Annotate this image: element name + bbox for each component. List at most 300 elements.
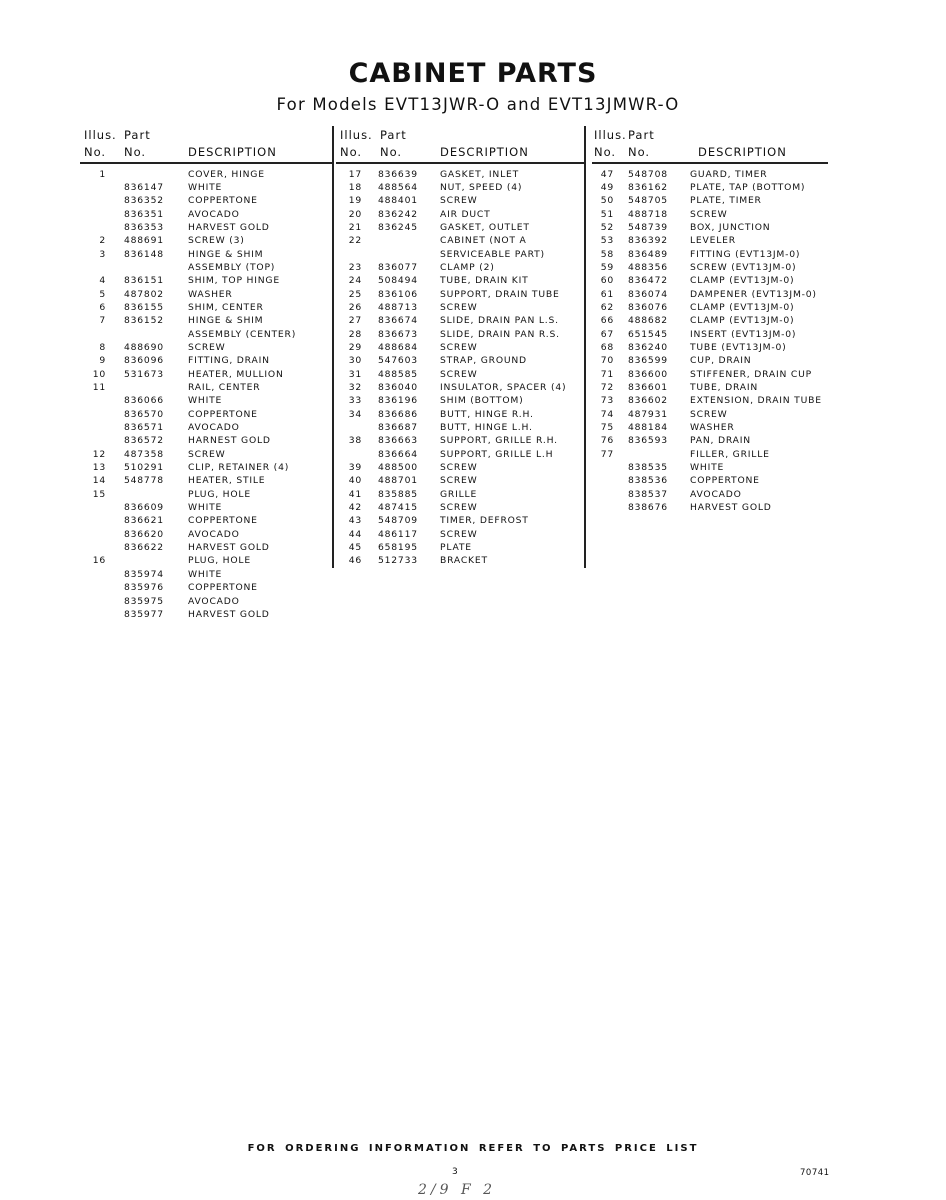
illus-number: 34 [348,408,362,420]
part-number: 836687 [378,422,418,434]
column-header [592,128,828,162]
part-description: COVER, HINGE [188,168,265,180]
part-row [80,595,332,608]
part-description: WHITE [188,181,223,193]
part-number: 835885 [378,488,418,500]
part-row [336,314,584,327]
part-description: AVOCADO [188,422,240,434]
part-description: AIR DUCT [440,208,491,220]
part-no-header: No. [628,145,651,159]
part-number: 836076 [628,301,668,313]
part-number: 836664 [378,448,418,460]
part-description: AVOCADO [690,488,742,500]
part-number: 508494 [378,275,418,287]
illus-number: 53 [600,235,614,247]
part-number: 836639 [378,168,418,180]
part-description: COPPERTONE [690,475,760,487]
illus-number: 58 [600,248,614,260]
part-row [80,394,332,407]
part-number: 548739 [628,221,668,233]
part-row [592,274,828,287]
part-no-header: No. [124,145,147,159]
part-description: SHIM (BOTTOM) [440,395,524,407]
part-number: 836196 [378,395,418,407]
part-description: NUT, SPEED (4) [440,181,523,193]
column-header [336,128,584,162]
part-number: 836353 [124,221,164,233]
illus-no-header: No. [594,145,617,159]
part-description: DAMPENER (EVT13JM-0) [690,288,817,300]
illus-number: 33 [348,395,362,407]
part-row [592,168,828,181]
part-row [336,181,584,194]
illus-number: 8 [99,341,106,353]
part-row [80,381,332,394]
part-row [80,261,332,274]
part-row [80,421,332,434]
part-description: STIFFENER, DRAIN CUP [690,368,812,380]
part-row [336,501,584,514]
part-number: 838676 [628,502,668,514]
part-description: STRAP, GROUND [440,355,527,367]
illus-number: 50 [600,195,614,207]
part-number: 836096 [124,355,164,367]
illus-number: 22 [348,235,362,247]
part-description: SCREW (EVT13JM-0) [690,261,797,273]
illus-number: 5 [99,288,106,300]
part-row [80,608,332,621]
part-number: 486117 [378,528,418,540]
part-row [80,408,332,421]
illus-number: 52 [600,221,614,233]
illus-number: 62 [600,301,614,313]
part-number: 547603 [378,355,418,367]
description-header: DESCRIPTION [698,145,787,159]
part-number: 836352 [124,195,164,207]
part-row [80,541,332,554]
illus-number: 74 [600,408,614,420]
column-header [80,128,332,162]
part-description: FITTING, DRAIN [188,355,270,367]
part-description: CLAMP (2) [440,261,495,273]
part-row [592,181,828,194]
part-number: 488401 [378,195,418,207]
part-description: HEATER, STILE [188,475,266,487]
part-description: AVOCADO [188,595,240,607]
part-row [336,274,584,287]
part-description: TUBE, DRAIN [690,382,759,393]
part-description: TUBE (EVT13JM-0) [690,341,787,353]
part-number: 836609 [124,502,164,514]
illus-number: 12 [92,448,106,460]
illus-number: 7 [99,315,106,327]
illus-number: 16 [92,555,106,567]
part-description: FITTING (EVT13JM-0) [690,248,801,260]
part-number: 836593 [628,435,668,447]
part-number: 836106 [378,288,418,300]
part-row [80,368,332,381]
illus-number: 76 [600,435,614,447]
part-row [336,341,584,354]
illus-no-header: No. [84,145,107,159]
illus-number: 72 [600,382,614,393]
illus-number: 32 [348,382,362,393]
part-row [592,354,828,367]
part-number: 488713 [378,301,418,313]
part-row [80,474,332,487]
illus-number: 60 [600,275,614,287]
illus-number: 3 [99,248,106,260]
part-row [336,288,584,301]
part-number: 658195 [378,542,418,554]
part-number: 836599 [628,355,668,367]
part-number: 836673 [378,328,418,340]
part-row [80,234,332,247]
part-row [592,221,828,234]
part-description: PLATE, TIMER [690,195,762,207]
part-row [592,314,828,327]
part-description: SCREW [440,502,478,514]
part-description: RAIL, CENTER [188,382,261,393]
part-number: 838537 [628,488,668,500]
part-row [80,274,332,287]
part-row [336,261,584,274]
part-number: 488564 [378,181,418,193]
part-number: 835974 [124,568,164,580]
illus-number: 70 [600,355,614,367]
part-row [592,368,828,381]
part-description: BUTT, HINGE R.H. [440,408,534,420]
part-description: SLIDE, DRAIN PAN R.S. [440,328,560,340]
part-row [592,448,828,461]
part-description: INSULATOR, SPACER (4) [440,382,567,393]
part-description: TIMER, DEFROST [440,515,529,527]
part-description: CLAMP (EVT13JM-0) [690,315,795,327]
part-description: HEATER, MULLION [188,368,284,380]
parts-list [592,168,828,515]
part-description: WASHER [188,288,233,300]
part-number: 487415 [378,502,418,514]
part-description: COPPERTONE [188,195,258,207]
part-number: 488690 [124,341,164,353]
part-description: HINGE & SHIM [188,248,264,260]
part-description: HARVEST GOLD [188,608,270,620]
part-description: LEVELER [690,235,736,247]
part-description: GASKET, INLET [440,168,520,180]
part-description: PLUG, HOLE [188,488,251,500]
part-row [80,528,332,541]
part-number: 836240 [628,341,668,353]
part-row [336,474,584,487]
part-description: SCREW [440,301,478,313]
part-description: COPPERTONE [188,515,258,527]
part-description: COPPERTONE [188,408,258,420]
part-number: 836686 [378,408,418,420]
illus-header: Illus. [594,128,627,142]
part-description: EXTENSION, DRAIN TUBE [690,395,822,407]
illus-number: 11 [92,382,106,393]
part-row [80,288,332,301]
part-number: 836489 [628,248,668,260]
part-number: 487802 [124,288,164,300]
part-number: 487358 [124,448,164,460]
part-number: 836570 [124,408,164,420]
illus-number: 17 [348,168,362,180]
illus-number: 28 [348,328,362,340]
part-row [592,501,828,514]
part-description: SHIM, TOP HINGE [188,275,280,287]
part-description: SCREW [188,448,226,460]
part-header: Part [380,128,407,142]
part-row [336,221,584,234]
part-number: 835976 [124,582,164,594]
part-number: 548709 [378,515,418,527]
page-subtitle: For Models EVT13JWR-O and EVT13JMWR-O [276,95,680,114]
header-rule [80,162,332,164]
part-row [80,194,332,207]
part-description: SCREW [440,195,478,207]
part-row [80,248,332,261]
part-number: 836162 [628,181,668,193]
illus-number: 4 [99,275,106,287]
part-number: 488356 [628,261,668,273]
illus-number: 15 [92,488,106,500]
part-description: ASSEMBLY (CENTER) [188,328,297,340]
part-row [592,234,828,247]
part-description: SCREW [440,528,478,540]
part-row [592,461,828,474]
part-description: PLATE [440,542,472,554]
part-description: WHITE [188,568,223,580]
part-number: 488184 [628,422,668,434]
illus-number: 38 [348,435,362,447]
illus-number: 25 [348,288,362,300]
part-row [592,394,828,407]
part-description: ASSEMBLY (TOP) [188,261,276,273]
part-number: 836040 [378,382,418,393]
document-number: 70741 [800,1168,830,1178]
part-description: HARVEST GOLD [690,502,772,514]
illus-number: 6 [99,301,106,313]
part-description: CUP, DRAIN [690,355,752,367]
part-number: 836242 [378,208,418,220]
part-number: 836074 [628,288,668,300]
part-number: 836148 [124,248,164,260]
part-description: SCREW (3) [188,235,245,247]
part-description: HARNEST GOLD [188,435,271,447]
part-row [80,434,332,447]
illus-number: 75 [600,422,614,434]
part-row [80,181,332,194]
part-description: SLIDE, DRAIN PAN L.S. [440,315,559,327]
illus-number: 14 [92,475,106,487]
part-description: SUPPORT, GRILLE L.H [440,448,554,460]
header-rule [592,162,828,164]
part-row [80,328,332,341]
illus-number: 10 [92,368,106,380]
part-number: 836571 [124,422,164,434]
part-row [336,168,584,181]
part-number: 488500 [378,462,418,474]
part-description: CLAMP (EVT13JM-0) [690,275,795,287]
illus-number: 46 [348,555,362,567]
part-number: 531673 [124,368,164,380]
illus-number: 43 [348,515,362,527]
column-divider [584,126,586,568]
part-number: 836245 [378,221,418,233]
part-description: CABINET (NOT A [440,235,527,247]
part-row [592,421,828,434]
part-row [336,301,584,314]
part-row [80,554,332,567]
part-number: 838536 [628,475,668,487]
part-description: SCREW [440,341,478,353]
part-row [592,434,828,447]
illus-number: 45 [348,542,362,554]
parts-list [336,168,584,568]
part-row [336,528,584,541]
part-number: 836155 [124,301,164,313]
illus-number: 23 [348,261,362,273]
header-rule [336,162,584,164]
part-number: 488701 [378,475,418,487]
part-description: PLATE, TAP (BOTTOM) [690,181,806,193]
illus-no-header: No. [340,145,363,159]
part-description: CLAMP (EVT13JM-0) [690,301,795,313]
part-description: WHITE [188,502,223,514]
part-row [336,434,584,447]
part-number: 548705 [628,195,668,207]
part-number: 488691 [124,235,164,247]
part-row [592,328,828,341]
part-row [336,421,584,434]
part-row [80,341,332,354]
part-description: HARVEST GOLD [188,542,270,554]
part-description: PLUG, HOLE [188,555,251,567]
illus-number: 66 [600,315,614,327]
page-number: 3 [452,1167,458,1177]
part-description: FILLER, GRILLE [690,448,770,460]
part-row [336,394,584,407]
part-description: COPPERTONE [188,582,258,594]
part-row [592,381,828,394]
part-row [80,501,332,514]
part-number: 836472 [628,275,668,287]
part-number: 548778 [124,475,164,487]
illus-number: 77 [600,448,614,460]
part-description: BOX, JUNCTION [690,221,771,233]
description-header: DESCRIPTION [440,145,529,159]
part-row [592,408,828,421]
part-row [80,514,332,527]
part-number: 488684 [378,341,418,353]
part-row [336,381,584,394]
part-row [80,208,332,221]
part-number: 836620 [124,528,164,540]
part-description: GASKET, OUTLET [440,221,530,233]
part-row [592,208,828,221]
part-number: 548708 [628,168,668,180]
part-row [336,554,584,567]
part-number: 510291 [124,462,164,474]
illus-number: 2 [99,235,106,247]
illus-number: 68 [600,341,614,353]
part-row [336,461,584,474]
part-description: BUTT, HINGE L.H. [440,422,533,434]
part-number: 836147 [124,181,164,193]
illus-number: 26 [348,301,362,313]
part-row [80,314,332,327]
part-description: AVOCADO [188,208,240,220]
illus-number: 49 [600,181,614,193]
part-number: 651545 [628,328,668,340]
part-row [592,341,828,354]
part-number: 836600 [628,368,668,380]
part-description: PAN, DRAIN [690,435,751,447]
illus-number: 39 [348,462,362,474]
part-row [80,581,332,594]
parts-column-3 [592,128,828,514]
part-row [336,234,584,247]
parts-column-1 [80,128,332,621]
part-description: SCREW [440,475,478,487]
illus-number: 27 [348,315,362,327]
part-row [592,261,828,274]
part-row [80,221,332,234]
part-description: SCREW [690,408,728,420]
part-row [336,368,584,381]
illus-number: 47 [600,168,614,180]
illus-number: 41 [348,488,362,500]
part-number: 836351 [124,208,164,220]
part-row [336,194,584,207]
illus-header: Illus. [340,128,373,142]
part-number: 836602 [628,395,668,407]
ordering-note: FOR ORDERING INFORMATION REFER TO PARTS PRICE LIST [247,1143,699,1154]
part-description: WHITE [188,395,223,407]
part-row [80,568,332,581]
part-row [592,474,828,487]
illus-number: 1 [99,168,106,180]
part-number: 835977 [124,608,164,620]
part-number: 836392 [628,235,668,247]
part-header: Part [628,128,655,142]
part-row [80,301,332,314]
illus-number: 42 [348,502,362,514]
part-row [80,461,332,474]
illus-number: 21 [348,221,362,233]
part-number: 836066 [124,395,164,407]
part-number: 836077 [378,261,418,273]
part-description: SCREW [188,341,226,353]
illus-number: 19 [348,195,362,207]
illus-number: 29 [348,341,362,353]
part-description: SCREW [440,462,478,474]
part-number: 836663 [378,435,418,447]
part-row [592,488,828,501]
part-number: 836152 [124,315,164,327]
part-number: 488682 [628,315,668,327]
part-description: INSERT (EVT13JM-0) [690,328,797,340]
illus-header: Illus. [84,128,117,142]
part-row [336,208,584,221]
part-row [592,288,828,301]
illus-number: 30 [348,355,362,367]
part-row [336,408,584,421]
part-description: HINGE & SHIM [188,315,264,327]
part-row [80,354,332,367]
part-row [336,354,584,367]
